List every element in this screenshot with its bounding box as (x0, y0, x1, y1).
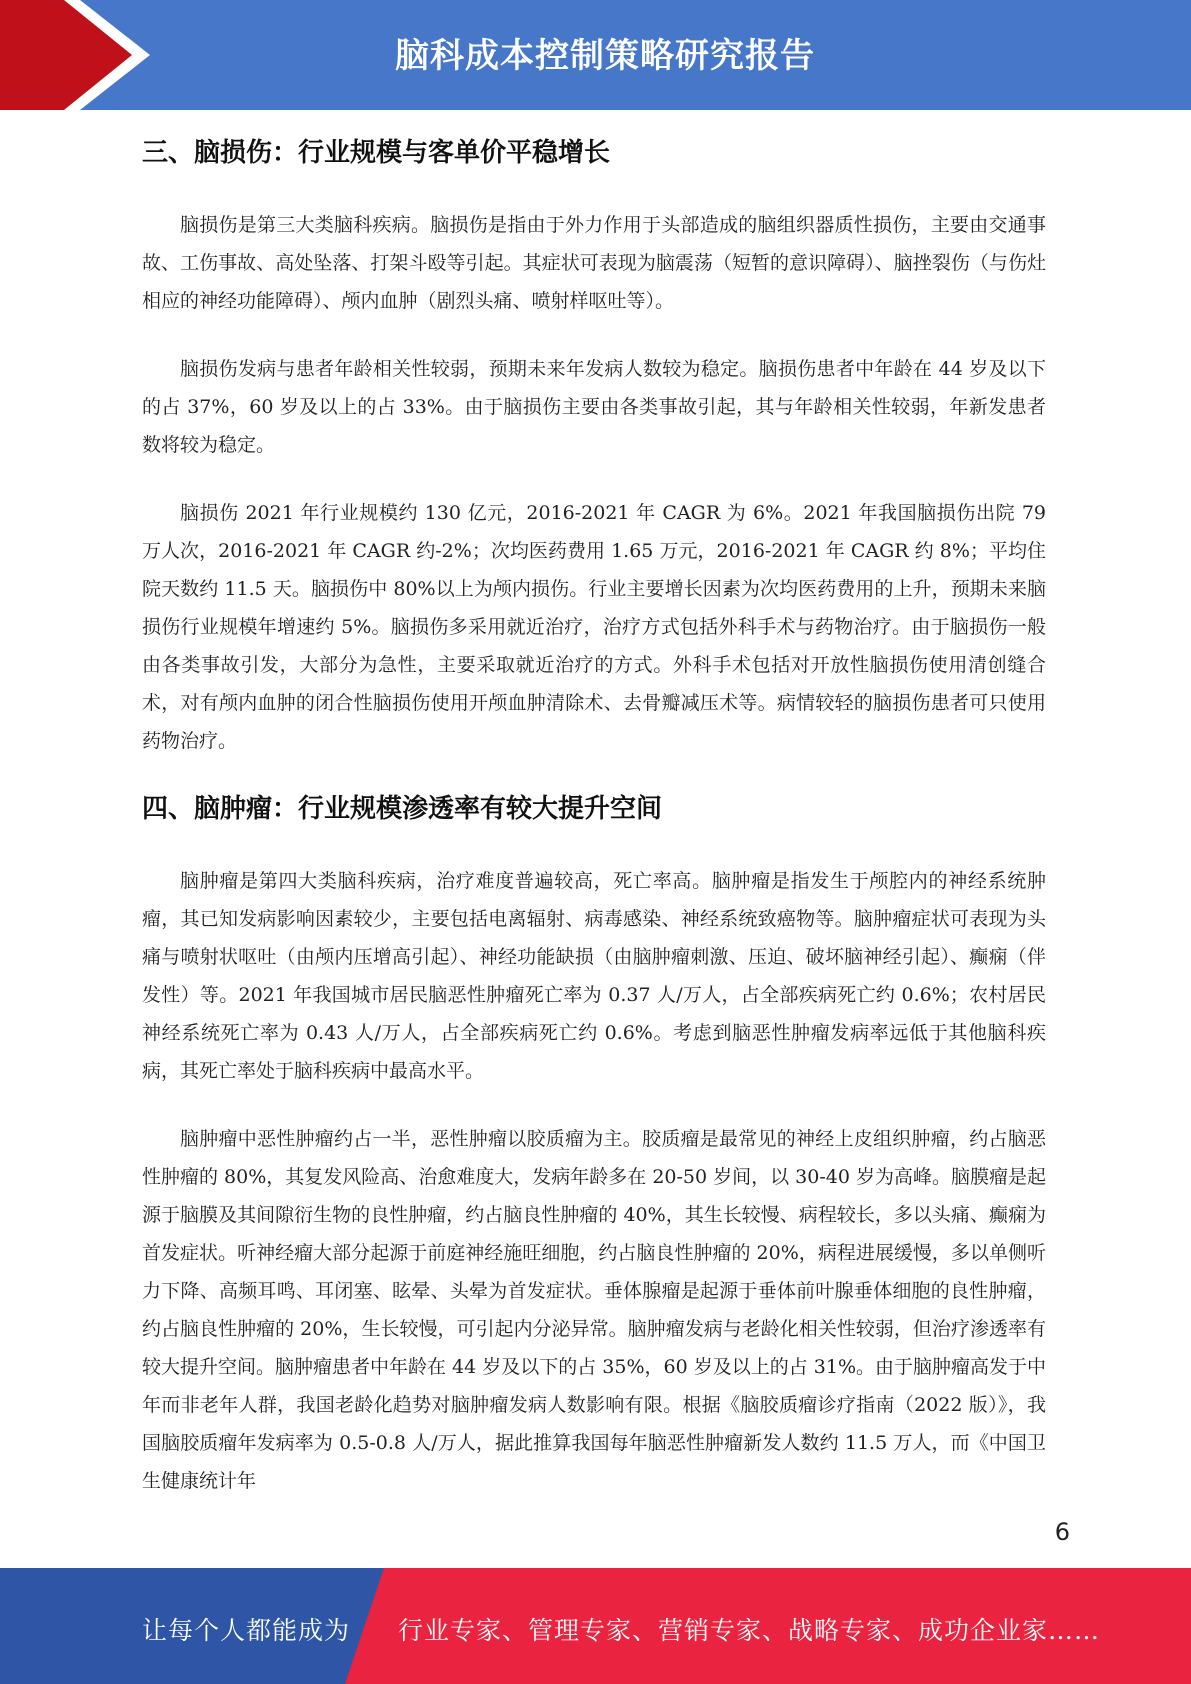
document-body (142, 122, 1046, 1530)
section-heading-brain-tumor: 四、脑肿瘤：行业规模渗透率有较大提升空间 (142, 794, 663, 824)
paragraph: 脑肿瘤是第四大类脑科疾病，治疗难度普遍较高，死亡率高。脑肿瘤是指发生于颅腔内的神经系统肿瘤，其已知发病影响因素较少，主要包括电离辐射、病毒感染、神经系统致癌物等。脑肿瘤症状可表现为头痛与喷射状呕吐（由颅内压增高引起）、神经功能缺损（由脑肿瘤刺激、压迫、破坏脑神经引起）、癫痫（伴发性）等。2021 年我国城市居民脑恶性肿瘤死亡率为 0.37 人/万人，占全部疾病死亡约 0.6%；农村居民神经系统死亡率为 0.43 人/万人，占全部疾病死亡约 0.6%。考虑到脑恶性肿瘤发病率远低于其他脑科疾病，其死亡率处于脑科疾病中最高水平。 (142, 870, 1046, 1082)
footer-slogan-left: 让每个人都能成为 (142, 1616, 351, 1645)
footer-slogan-right: 行业专家、管理专家、营销专家、战略专家、成功企业家…… (398, 1616, 1101, 1645)
paragraph: 脑损伤发病与患者年龄相关性较弱，预期未来年发病人数较为稳定。脑损伤患者中年龄在 44 岁及以下的占 37%，60 岁及以上的占 33%。由于脑损伤主要由各类事故引起，其与年龄相关性较弱，年新发患者数将较为稳定。 (142, 358, 1046, 456)
footer-banner (0, 1568, 1191, 1684)
header-banner (0, 0, 1191, 110)
paragraph: 脑损伤 2021 年行业规模约 130 亿元，2016-2021 年 CAGR 为 6%。2021 年我国脑损伤出院 79 万人次，2016-2021 年 CAGR 约-2%；次均医药费用 1.65 万元，2016-2021 年 CAGR 约 8%；平均住院天数约 11.5 天。脑损伤中 80%以上为颅内损伤。行业主要增长因素为次均医药费用的上升，预期未来脑损伤行业规模年增速约 5%。脑损伤多采用就近治疗，治疗方式包括外科手术与药物治疗。由于脑损伤一般由各类事故引发，大部分为急性，主要采取就近治疗的方式。外科手术包括对开放性脑损伤使用清创缝合术，对有颅内血肿的闭合性脑损伤使用开颅血肿清除术、去骨瓣减压术等。病情较轻的脑损伤患者可只使用药物治疗。 (142, 502, 1046, 752)
chevron-arrow-icon (0, 0, 160, 110)
section-heading-brain-injury: 三、脑损伤：行业规模与客单价平稳增长 (142, 138, 611, 168)
paragraph: 脑损伤是第三大类脑科疾病。脑损伤是指由于外力作用于头部造成的脑组织器质性损伤，主要由交通事故、工伤事故、高处坠落、打架斗殴等引起。其症状可表现为脑震荡（短暂的意识障碍）、脑挫裂伤（与伤灶相应的神经功能障碍）、颅内血肿（剧烈头痛、喷射样呕吐等）。 (142, 214, 1046, 312)
paragraph: 脑肿瘤中恶性肿瘤约占一半，恶性肿瘤以胶质瘤为主。胶质瘤是最常见的神经上皮组织肿瘤，约占脑恶性肿瘤的 80%，其复发风险高、治愈难度大，发病年龄多在 20-50 岁间，以 30-40 岁为高峰。脑膜瘤是起源于脑膜及其间隙衍生物的良性肿瘤，约占脑良性肿瘤的 40%，其生长较慢、病程较长，多以头痛、癫痫为首发症状。听神经瘤大部分起源于前庭神经施旺细胞，约占脑良性肿瘤的 20%，病程进展缓慢，多以单侧听力下降、高频耳鸣、耳闭塞、眩晕、头晕为首发症状。垂体腺瘤是起源于垂体前叶腺垂体细胞的良性肿瘤，约占脑良性肿瘤的 20%，生长较慢，可引起内分泌异常。脑肿瘤发病与老龄化相关性较弱，但治疗渗透率有较大提升空间。脑肿瘤患者中年龄在 44 岁及以下的占 35%，60 岁及以上的占 31%。由于脑肿瘤高发于中年而非老年人群，我国老龄化趋势对脑肿瘤发病人数影响有限。根据《脑胶质瘤诊疗指南（2022 版）》，我国脑胶质瘤年发病率为 0.5-0.8 人/万人，据此推算我国每年脑恶性肿瘤新发人数约 11.5 万人，而《中国卫生健康统计年 (142, 1128, 1047, 1492)
page-number: 6 (1054, 1518, 1070, 1546)
report-title: 脑科成本控制策略研究报告 (395, 36, 815, 76)
